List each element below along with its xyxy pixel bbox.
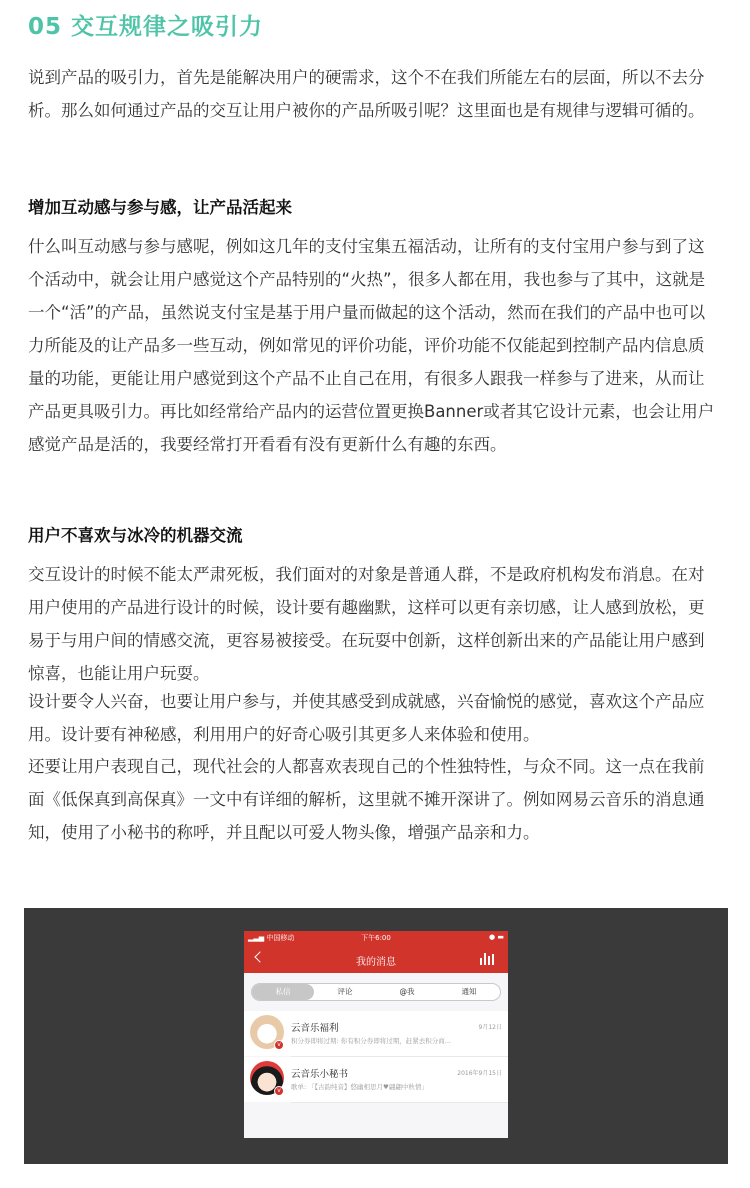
message-preview: 积分券即将过期: 你有积分券即将过期，赶紧去积分商... [291, 1037, 451, 1045]
message-date: 2016年9月15日 [457, 1070, 502, 1077]
message-item[interactable] [244, 1057, 508, 1102]
phone-screenshot [244, 931, 508, 1138]
article-title: 05 交互规律之吸引力 [28, 14, 264, 40]
message-tabs [251, 983, 501, 1001]
section1-heading: 增加互动感与参与感，让产品活起来 [28, 198, 292, 217]
nav-title: 我的消息 [356, 957, 396, 968]
intro-paragraph: 说到产品的吸引力，首先是能解决用户的硬需求，这个不在我们所能左右的层面，所以不去分析。那么如何通过产品的交互让用户被你的产品所吸引呢？这里面也是有规律与逻辑可循的。 [28, 68, 705, 120]
message-date: 9月12日 [478, 1024, 502, 1031]
section2-paragraph-3: 还要让用户表现自己，现代社会的人都喜欢表现自己的个性独特性，与众不同。这一点在我前面《低保真到高保真》一文中有详细的解析，这里就不摊开深讲了。例如网易云音乐的消息通知，使用了小秘书的称呼，并且配以可爱人物头像，增强产品亲和力。 [28, 757, 705, 842]
status-carrier: ▂▃▅ 中国移动 [248, 934, 295, 942]
battery-icon: ● ▬ [489, 933, 504, 941]
tab-mentions[interactable]: @我 [399, 987, 415, 996]
message-item[interactable] [244, 1011, 508, 1056]
verified-badge: v [274, 1086, 284, 1096]
message-preview: 歌单: 「【古韵纯音】悠幽相思月♥翩翩中秋情」 [291, 1083, 428, 1091]
section2-heading: 用户不喜欢与冰冷的机器交流 [28, 526, 243, 545]
message-sender: 云音乐小秘书 [291, 1069, 349, 1080]
tab-private[interactable]: 私信 [252, 984, 314, 1000]
tab-comments[interactable]: 评论 [337, 987, 353, 996]
status-time: 下午6:00 [361, 934, 391, 942]
phone-header [244, 931, 508, 973]
section2-paragraph-1: 交互设计的时候不能太严肃死板，我们面对的对象是普通人群，不是政府机构发布消息。在对用户使用的产品进行设计的时候，设计要有趣幽默，这样可以更有亲切感，让人感到放松，更易于与用户间的情感交流，更容易被接受。在玩耍中创新，这样创新出来的产品能让用户感到惊喜，也能让用户玩耍。 [28, 565, 705, 683]
tab-notifications[interactable]: 通知 [461, 987, 477, 996]
divider [291, 1102, 508, 1103]
section2-paragraph-2: 设计要令人兴奋，也要让用户参与，并使其感受到成就感，兴奋愉悦的感觉，喜欢这个产品应用。设计要有神秘感，利用用户的好奇心吸引其更多人来体验和使用。 [28, 692, 705, 744]
equalizer-icon[interactable] [480, 951, 496, 965]
verified-badge: v [274, 1040, 284, 1050]
section1-paragraph: 什么叫互动感与参与感呢，例如这几年的支付宝集五福活动，让所有的支付宝用户参与到了这个活动中，就会让用户感觉这个产品特别的“火热”，很多人都在用，我也参与了其中，这就是一个“活”的产品，虽然说支付宝是基于用户量而做起的这个活动，然而在我们的产品中也可以力所能及的让产品多一些互动，例如常见的评价功能，评价功能不仅能起到控制产品内信息质量的功能，更能让用户感觉到这个产品不止自己在用，有很多人跟我一样参与了进来，从而让产品更具吸引力。再比如经常给产品内的运营位置更换Banner或者其它设计元素，也会让用户感觉产品是活的，我要经常打开看看有没有更新什么有趣的东西。 [28, 237, 715, 454]
message-sender: 云音乐福利 [291, 1023, 339, 1034]
